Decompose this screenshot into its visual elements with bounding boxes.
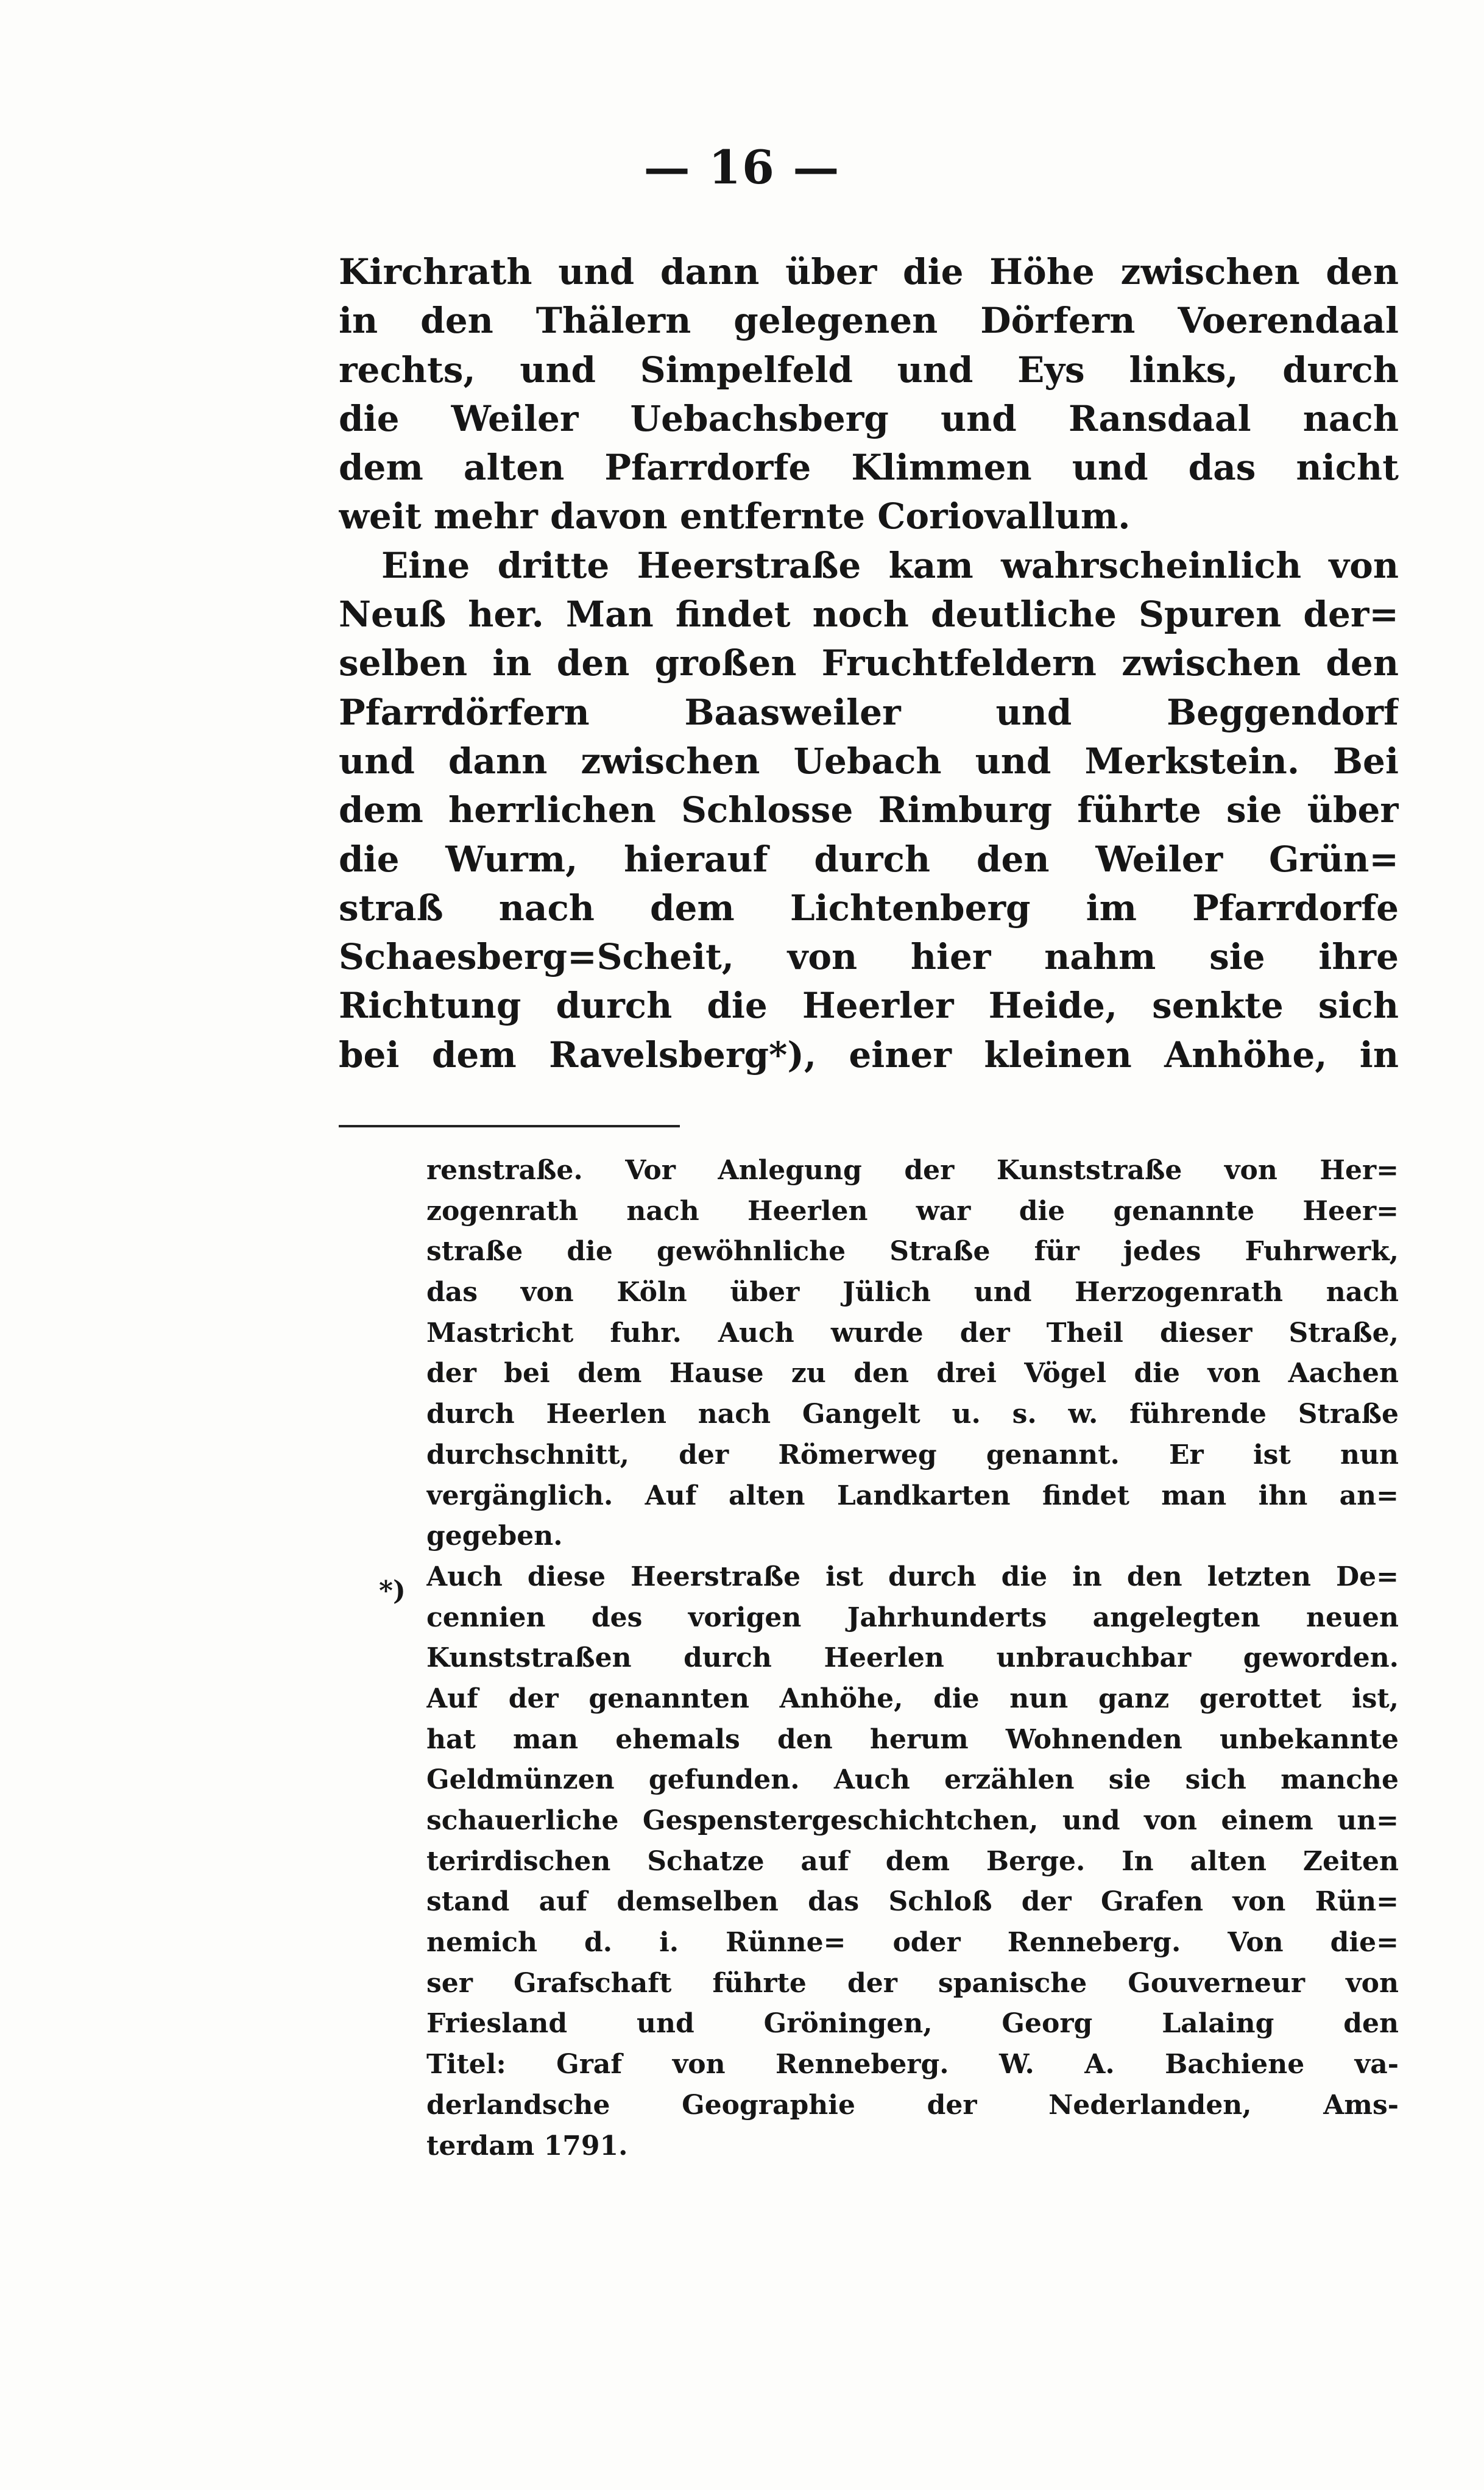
footnote-line: Auf der genannten Anhöhe, die nun ganz gerottet ist,: [426, 1683, 1399, 1714]
text-line: Pfarrdörfern Baasweiler und Beggendorf: [339, 691, 1399, 733]
footnote-marker: *): [379, 1575, 406, 1606]
text-line: die Weiler Uebachsberg und Ransdaal nach: [339, 397, 1399, 439]
footnote-line: zogenrath nach Heerlen war die genannte Heer=: [426, 1195, 1399, 1227]
text-line: Eine dritte Heerstraße kam wahrscheinlich von: [381, 544, 1399, 586]
text-line: bei dem Ravelsberg*), einer kleinen Anhöhe, in: [339, 1034, 1399, 1076]
footnote-line: cennien des vorigen Jahrhunderts angelegten neuen: [426, 1601, 1399, 1633]
text-line: in den Thälern gelegenen Dörfern Voerendaal: [339, 300, 1399, 342]
footnote-divider: [339, 1125, 680, 1127]
page-number: — 16 —: [643, 140, 841, 194]
footnote-line: renstraße. Vor Anlegung der Kunststraße von Her=: [426, 1155, 1399, 1186]
footnote-line: Auch diese Heerstraße ist durch die in den letzten De=: [426, 1561, 1399, 1592]
text-line: und dann zwischen Uebach und Merkstein. Bei: [339, 740, 1399, 782]
footnote-line: Titel: Graf von Renneberg. W. A. Bachiene va-: [426, 2049, 1399, 2080]
text-line: Richtung durch die Heerler Heide, senkte sich: [339, 985, 1399, 1027]
text-line: die Wurm, hierauf durch den Weiler Grün=: [339, 838, 1399, 880]
footnote-line: der bei dem Hause zu den drei Vögel die von Aachen: [426, 1358, 1399, 1389]
text-line: dem alten Pfarrdorfe Klimmen und das nicht: [339, 447, 1399, 489]
footnote-line: durch Heerlen nach Gangelt u. s. w. führende Straße: [426, 1399, 1399, 1430]
text-line: weit mehr davon entfernte Coriovallum.: [339, 495, 1131, 537]
text-line: selben in den großen Fruchtfeldern zwischen den: [339, 642, 1399, 684]
footnote-line: das von Köln über Jülich und Herzogenrath nach: [426, 1277, 1399, 1308]
text-line: Schaesberg=Scheit, von hier nahm sie ihre: [339, 936, 1399, 978]
footnote-line: Kunststraßen durch Heerlen unbrauchbar geworden.: [426, 1642, 1399, 1674]
footnote-line: derlandsche Geographie der Nederlanden, Ams-: [426, 2089, 1399, 2121]
footnote-line: gegeben.: [426, 1520, 563, 1552]
footnotes-block: [426, 1151, 1399, 2166]
footnote-line: terdam 1791.: [426, 2130, 628, 2162]
footnote-line: schauerliche Gespenstergeschichtchen, und von einem un=: [426, 1805, 1399, 1836]
text-line: rechts, und Simpelfeld und Eys links, durch: [339, 349, 1399, 391]
footnote-line: Geldmünzen gefunden. Auch erzählen sie sich manche: [426, 1764, 1399, 1796]
footnote-line: stand auf demselben das Schloß der Grafen von Rün=: [426, 1886, 1399, 1918]
footnote-line: hat man ehemals den herum Wohnenden unbekannte: [426, 1723, 1399, 1755]
footnote-line: Friesland und Gröningen, Georg Lalaing den: [426, 2008, 1399, 2040]
footnote-line: ser Grafschaft führte der spanische Gouverneur von: [426, 1967, 1399, 1999]
footnote-line: durchschnitt, der Römerweg genannt. Er ist nun: [426, 1439, 1399, 1470]
main-text-block: [339, 247, 1399, 1079]
text-line: Kirchrath und dann über die Höhe zwischen den: [339, 251, 1399, 293]
text-line: dem herrlichen Schlosse Rimburg führte sie über: [339, 789, 1399, 831]
footnote-line: vergänglich. Auf alten Landkarten findet man ihn an=: [426, 1480, 1399, 1511]
footnote-line: nemich d. i. Rünne= oder Renneberg. Von die=: [426, 1927, 1399, 1959]
text-line: Neuß her. Man findet noch deutliche Spuren der=: [339, 594, 1399, 636]
footnote-line: terirdischen Schatze auf dem Berge. In alten Zeiten: [426, 1845, 1399, 1877]
footnote-line: straße die gewöhnliche Straße für jedes Fuhrwerk,: [426, 1236, 1399, 1268]
footnote-line: Mastricht fuhr. Auch wurde der Theil dieser Straße,: [426, 1317, 1399, 1349]
text-line: straß nach dem Lichtenberg im Pfarrdorfe: [339, 887, 1399, 929]
